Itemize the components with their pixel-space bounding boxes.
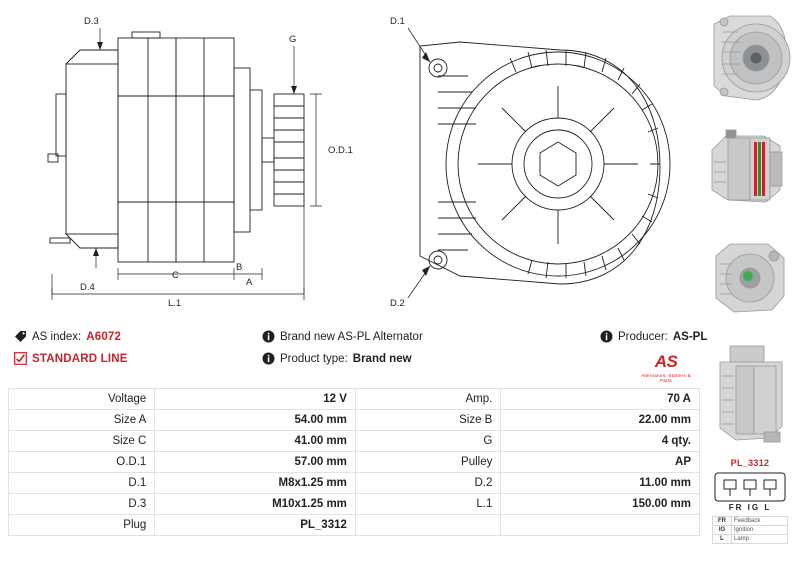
table-row bbox=[9, 410, 700, 431]
product-photo-side-right[interactable] bbox=[704, 226, 796, 330]
plug-legend-row bbox=[713, 517, 788, 526]
plug-legend-row bbox=[713, 535, 788, 544]
alternator-side-view-drawing bbox=[8, 6, 353, 316]
spec-key: Size C bbox=[9, 431, 155, 452]
label-d3: D.3 bbox=[84, 16, 99, 27]
plug-legend-desc: Ignition bbox=[732, 526, 788, 535]
table-row bbox=[9, 431, 700, 452]
plug-legend-key: IG bbox=[713, 526, 732, 535]
table-row bbox=[9, 473, 700, 494]
table-row bbox=[9, 515, 700, 536]
label-c: C bbox=[172, 270, 179, 281]
plug-legend-desc: Lamp bbox=[732, 535, 788, 544]
label-od1: O.D.1 bbox=[328, 145, 353, 156]
spec-key: O.D.1 bbox=[9, 452, 155, 473]
plug-diagram bbox=[714, 472, 786, 502]
plug-legend-key: FR bbox=[713, 517, 732, 526]
label-g: G bbox=[289, 34, 297, 45]
product-photo-strip bbox=[700, 0, 800, 571]
brand-item bbox=[262, 330, 423, 343]
plug-legend-desc: Feedback bbox=[732, 517, 788, 526]
spec-key: D.1 bbox=[9, 473, 155, 494]
info-icon bbox=[600, 330, 613, 343]
product-photo-side-left[interactable] bbox=[704, 116, 796, 220]
spec-value: 150.00 mm bbox=[501, 494, 700, 515]
spec-key: D.2 bbox=[355, 473, 500, 494]
plug-legend-key: L bbox=[713, 535, 732, 544]
spec-key: Plug bbox=[9, 515, 155, 536]
spec-value: 41.00 mm bbox=[155, 431, 356, 452]
product-photo-front[interactable] bbox=[704, 6, 796, 110]
standard-line-item bbox=[14, 352, 128, 365]
standard-line-label: STANDARD LINE bbox=[32, 352, 128, 365]
label-a: A bbox=[246, 277, 253, 288]
spec-empty-cell bbox=[501, 515, 700, 536]
as-index-label: AS index: bbox=[32, 330, 82, 343]
label-l1: L.1 bbox=[168, 298, 182, 309]
logo-text: AS bbox=[654, 352, 678, 371]
spec-value: 11.00 mm bbox=[501, 473, 700, 494]
product-type-label: Product type: bbox=[280, 352, 348, 365]
spec-key: Voltage bbox=[9, 389, 155, 410]
tag-icon bbox=[14, 330, 27, 343]
spec-value: M8x1.25 mm bbox=[155, 473, 356, 494]
as-index-item bbox=[14, 330, 121, 343]
logo-subtext: Alternators, Starters & Parts bbox=[641, 373, 691, 383]
label-b: B bbox=[236, 262, 243, 273]
spec-key: L.1 bbox=[355, 494, 500, 515]
spec-value: 57.00 mm bbox=[155, 452, 356, 473]
label-d2: D.2 bbox=[390, 298, 405, 309]
spec-key: Size A bbox=[9, 410, 155, 431]
as-pl-logo bbox=[636, 352, 696, 383]
spec-value: M10x1.25 mm bbox=[155, 494, 356, 515]
plug-pin-letters: FR IG L bbox=[728, 503, 772, 512]
alternator-front-view-drawing bbox=[360, 6, 690, 316]
as-index-value: A6072 bbox=[86, 330, 122, 343]
table-row bbox=[9, 494, 700, 515]
product-info-row bbox=[8, 326, 708, 378]
producer-value: AS-PL bbox=[672, 330, 708, 343]
spec-value: 12 V bbox=[155, 389, 356, 410]
spec-key: Pulley bbox=[355, 452, 500, 473]
product-photo-rear[interactable] bbox=[704, 336, 796, 452]
specifications-table bbox=[8, 388, 700, 536]
producer-item bbox=[600, 330, 707, 343]
info-icon bbox=[262, 330, 275, 343]
plug-legend-row bbox=[713, 526, 788, 535]
spec-value: 54.00 mm bbox=[155, 410, 356, 431]
producer-label: Producer: bbox=[618, 330, 668, 343]
brand-text: Brand new AS-PL Alternator bbox=[280, 330, 423, 343]
spec-value: PL_3312 bbox=[155, 515, 356, 536]
spec-value: 4 qty. bbox=[501, 431, 700, 452]
spec-empty-cell bbox=[355, 515, 500, 536]
spec-key: Size B bbox=[355, 410, 500, 431]
spec-key: G bbox=[355, 431, 500, 452]
plug-legend-table bbox=[712, 516, 788, 544]
check-box-icon bbox=[14, 352, 27, 365]
spec-value: 70 A bbox=[501, 389, 700, 410]
plug-code-label: PL_3312 bbox=[730, 458, 770, 468]
spec-value: 22.00 mm bbox=[501, 410, 700, 431]
label-d4: D.4 bbox=[80, 282, 95, 293]
table-row bbox=[9, 389, 700, 410]
product-type-value: Brand new bbox=[352, 352, 412, 365]
info-icon bbox=[262, 352, 275, 365]
table-row bbox=[9, 452, 700, 473]
spec-value: AP bbox=[501, 452, 700, 473]
product-type-item bbox=[262, 352, 412, 365]
spec-key: D.3 bbox=[9, 494, 155, 515]
spec-key: Amp. bbox=[355, 389, 500, 410]
label-d1: D.1 bbox=[390, 16, 405, 27]
